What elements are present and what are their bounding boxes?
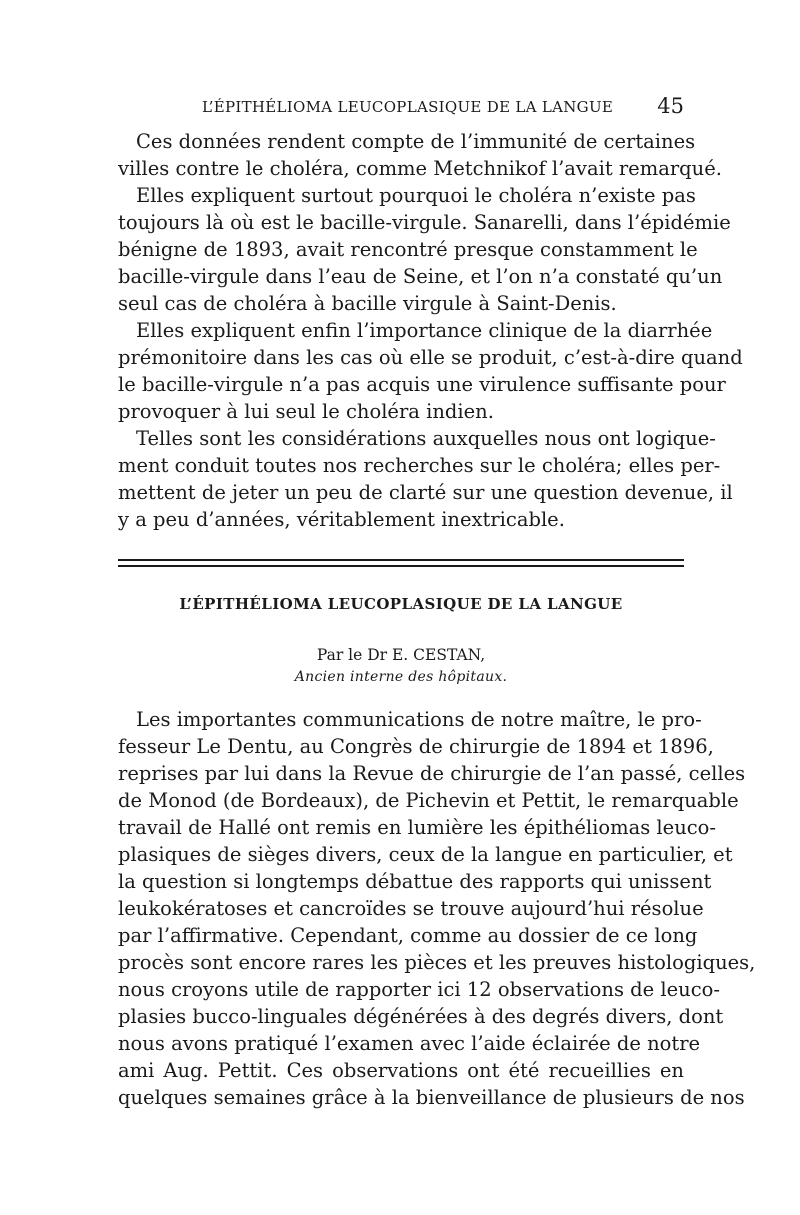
text-line: Les importantes communications de notre maître, le pro- [136,708,702,731]
text-line: Elles expliquent surtout pourquoi le choléra n’existe pas [136,184,696,207]
text-line: villes contre le choléra, comme Metchnikof l’avait remarqué. [118,157,722,180]
text-line: bénigne de 1893, avait rencontré presque constamment le [118,238,698,261]
text-line: ment conduit toutes nos recherches sur le choléra; elles per- [118,454,721,477]
text-line: mettent de jeter un peu de clarté sur une question devenue, il [118,481,733,504]
page-number: 45 [657,94,684,118]
text-line: Elles expliquent enfin l’importance clinique de la diarrhée [136,319,713,342]
text-line: procès sont encore rares les pièces et les preuves histologiques, [118,951,756,974]
text-line: reprises par lui dans la Revue de chirurgie de l’an passé, celles [118,762,746,785]
section-divider-rule [118,559,684,561]
section-divider-rule [118,565,684,567]
text-line: leukokératoses et cancroïdes se trouve aujourd’hui résolue [118,897,704,920]
text-line: travail de Hallé ont remis en lumière les épithéliomas leuco- [118,816,717,839]
article-body-text [118,706,756,1111]
text-line: seul cas de choléra à bacille virgule à Saint-Denis. [118,292,617,315]
text-line: de Monod (de Bordeaux), de Pichevin et Pettit, le remarquable [118,789,739,812]
text-line: la question si longtemps débattue des rapports qui unissent [118,870,712,893]
running-title: L’ÉPITHÉLIOMA LEUCOPLASIQUE DE LA LANGUE [202,98,614,116]
text-line: Telles sont les considérations auxquelles nous ont logique- [136,427,716,450]
article-title: L’ÉPITHÉLIOMA LEUCOPLASIQUE DE LA LANGUE [179,595,623,613]
cholera-conclusion-text [118,128,743,533]
text-line: plasies bucco-linguales dégénérées à des degrés divers, dont [118,1005,724,1028]
text-line: par l’affirmative. Cependant, comme au dossier de ce long [118,924,698,947]
text-line: provoquer à lui seul le choléra indien. [118,400,494,423]
text-line: toujours là où est le bacille-virgule. Sanarelli, dans l’épidémie [118,211,731,234]
text-line: y a peu d’années, véritablement inextricable. [118,508,565,531]
text-line: plasiques de sièges divers, ceux de la langue en particulier, et [118,843,733,866]
article-byline: Par le Dr E. CESTAN, [316,646,486,664]
text-line: fesseur Le Dentu, au Congrès de chirurgie de 1894 et 1896, [118,735,714,758]
text-line: bacille-virgule dans l’eau de Seine, et l’on n’a constaté qu’un [118,265,723,288]
text-line: Ces données rendent compte de l’immunité de certaines [136,130,696,153]
text-line: quelques semaines grâce à la bienveillance de plusieurs de nos [118,1086,745,1109]
text-line: prémonitoire dans les cas où elle se produit, c’est-à-dire quand [118,346,743,369]
running-header [118,96,684,126]
text-line: le bacille-virgule n’a pas acquis une virulence suffisante pour [118,373,726,396]
text-line: ami Aug. Pettit. Ces observations ont été recueillies en [118,1059,684,1082]
text-line: nous avons pratiqué l’examen avec l’aide éclairée de notre [118,1032,701,1055]
author-affiliation: Ancien interne des hôpitaux. [294,669,508,685]
text-line: nous croyons utile de rapporter ici 12 observations de leuco- [118,978,720,1001]
